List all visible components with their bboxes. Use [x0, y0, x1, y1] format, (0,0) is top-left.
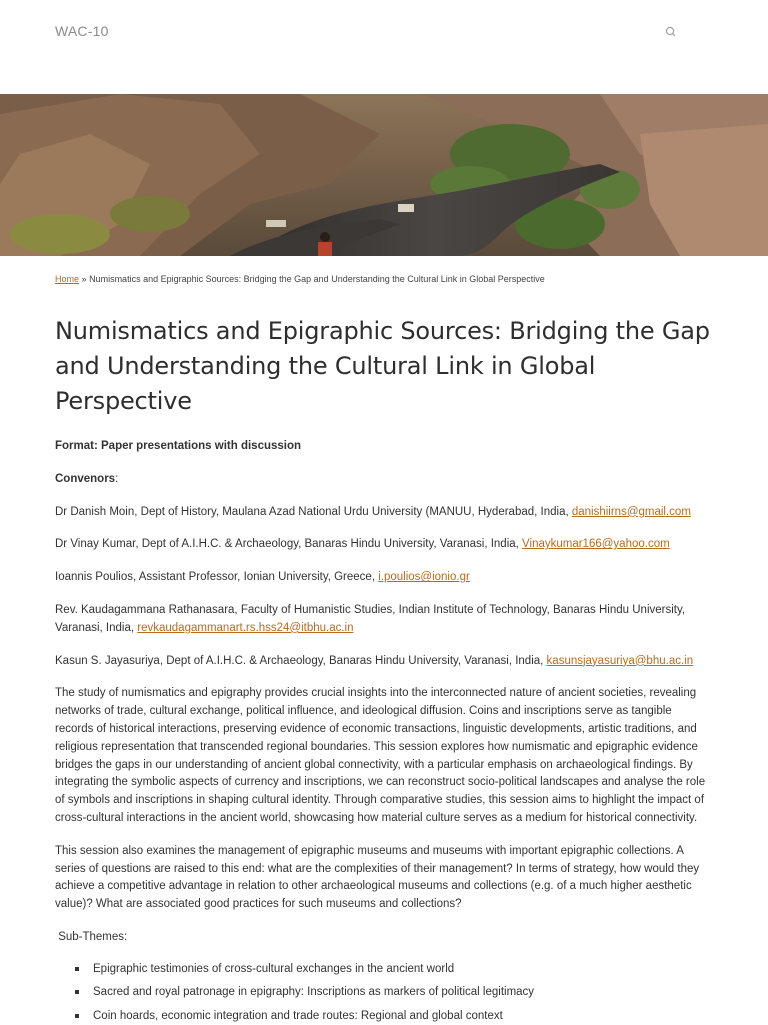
- convenor-5-email-link[interactable]: kasunsjayasuriya@bhu.ac.in: [546, 654, 694, 667]
- convenor-4-email-link[interactable]: revkaudagammanart.rs.hss24@itbhu.ac.in: [137, 621, 354, 634]
- description-paragraph-2: This session also examines the management of epigraphic museums and museums with important epigraphic collections. A series of questions are raised to this end: what are the complexities of their management? In terms of strategy, how would they achieve a competitive advantage in relation to other archaeological museums and collections (e.g. of a much higher aesthetic value)? What are associated good practices for such museums and collections?: [55, 844, 700, 911]
- convenor-3-email-link[interactable]: i.poulios@ionio.gr: [378, 571, 470, 584]
- convenor-5-text: Kasun S. Jayasuriya, Dept of A.I.H.C. & Archaeology, Banaras Hindu University, Varanasi, India,: [55, 654, 547, 667]
- main-content: [0, 273, 768, 1025]
- convenor-1-email-link[interactable]: danishiirns@gmail.com: [571, 505, 691, 518]
- convenors-label-text: Convenors: [55, 472, 116, 485]
- hero-image: [0, 94, 768, 256]
- site-title-link[interactable]: WAC-10: [55, 23, 109, 39]
- list-item: Coin hoards, economic integration and trade routes: Regional and global context: [75, 1008, 713, 1025]
- search-icon[interactable]: [664, 25, 678, 39]
- breadcrumb: [55, 273, 713, 285]
- list-item: Epigraphic testimonies of cross-cultural exchanges in the ancient world: [75, 961, 713, 978]
- site-header: [0, 0, 768, 94]
- subthemes-list: [55, 961, 713, 1025]
- page-title: Numismatics and Epigraphic Sources: Bridging the Gap and Understanding the Cultural Link in Global Perspective: [55, 317, 710, 415]
- convenor-2-email-link[interactable]: Vinaykumar166@yahoo.com: [522, 538, 670, 551]
- convenor-5: [55, 653, 713, 671]
- convenor-2-text: Dr Vinay Kumar, Dept of A.I.H.C. & Archaeology, Banaras Hindu University, Varanasi, India,: [55, 538, 523, 551]
- breadcrumb-separator: »: [81, 274, 87, 284]
- convenor-1: [55, 504, 713, 522]
- convenor-1-text: Dr Danish Moin, Dept of History, Maulana Azad National Urdu University (MANUU, Hyderabad, India,: [55, 505, 572, 518]
- convenors-label-colon: :: [115, 472, 119, 485]
- subthemes-label: [55, 929, 713, 947]
- convenor-3: [55, 569, 713, 587]
- list-item: Sacred and royal patronage in epigraphy: Inscriptions as markers of political legitimacy: [75, 984, 713, 1001]
- convenor-2: [55, 536, 713, 554]
- breadcrumb-home-link[interactable]: Home: [55, 274, 80, 284]
- subthemes-label-text: Sub-Themes:: [58, 930, 128, 943]
- breadcrumb-current: Numismatics and Epigraphic Sources: Bridging the Gap and Understanding the Cultural Link in Global Perspective: [89, 274, 545, 284]
- description-paragraph-1: The study of numismatics and epigraphy provides crucial insights into the interconnected nature of ancient societies, revealing networks of trade, cultural exchange, political influence, and ideological diffusion. Coins and inscriptions serve as tangible records of historical interactions, preserving evidence of economic transactions, linguistic developments, artistic traditions, and religious representation that transcended regional boundaries. This session explores how numismatic and epigraphic evidence bridges the gaps in our understanding of ancient global connectivity, with a particular emphasis on archaeological findings. By integrating the symbolic aspects of currency and inscriptions, we can reconstruct socio-political landscapes and analyse the role of symbols and inscriptions in shaping cultural identity. Through comparative studies, this session aims to highlight the impact of cross-cultural interactions in the ancient world, showcasing how material culture serves as a medium for historical connectivity.: [55, 687, 706, 824]
- convenor-3-text: Ioannis Poulios, Assistant Professor, Ionian University, Greece,: [55, 571, 379, 584]
- convenor-4-text: Rev. Kaudagammana Rathanasara, Faculty of Humanistic Studies, Indian Institute of Technology, Banaras Hindu University, Varanasi, India,: [55, 603, 686, 634]
- convenor-4: [55, 602, 713, 638]
- convenors-label: [55, 471, 713, 489]
- format-text: Format: Paper presentations with discussion: [55, 440, 302, 452]
